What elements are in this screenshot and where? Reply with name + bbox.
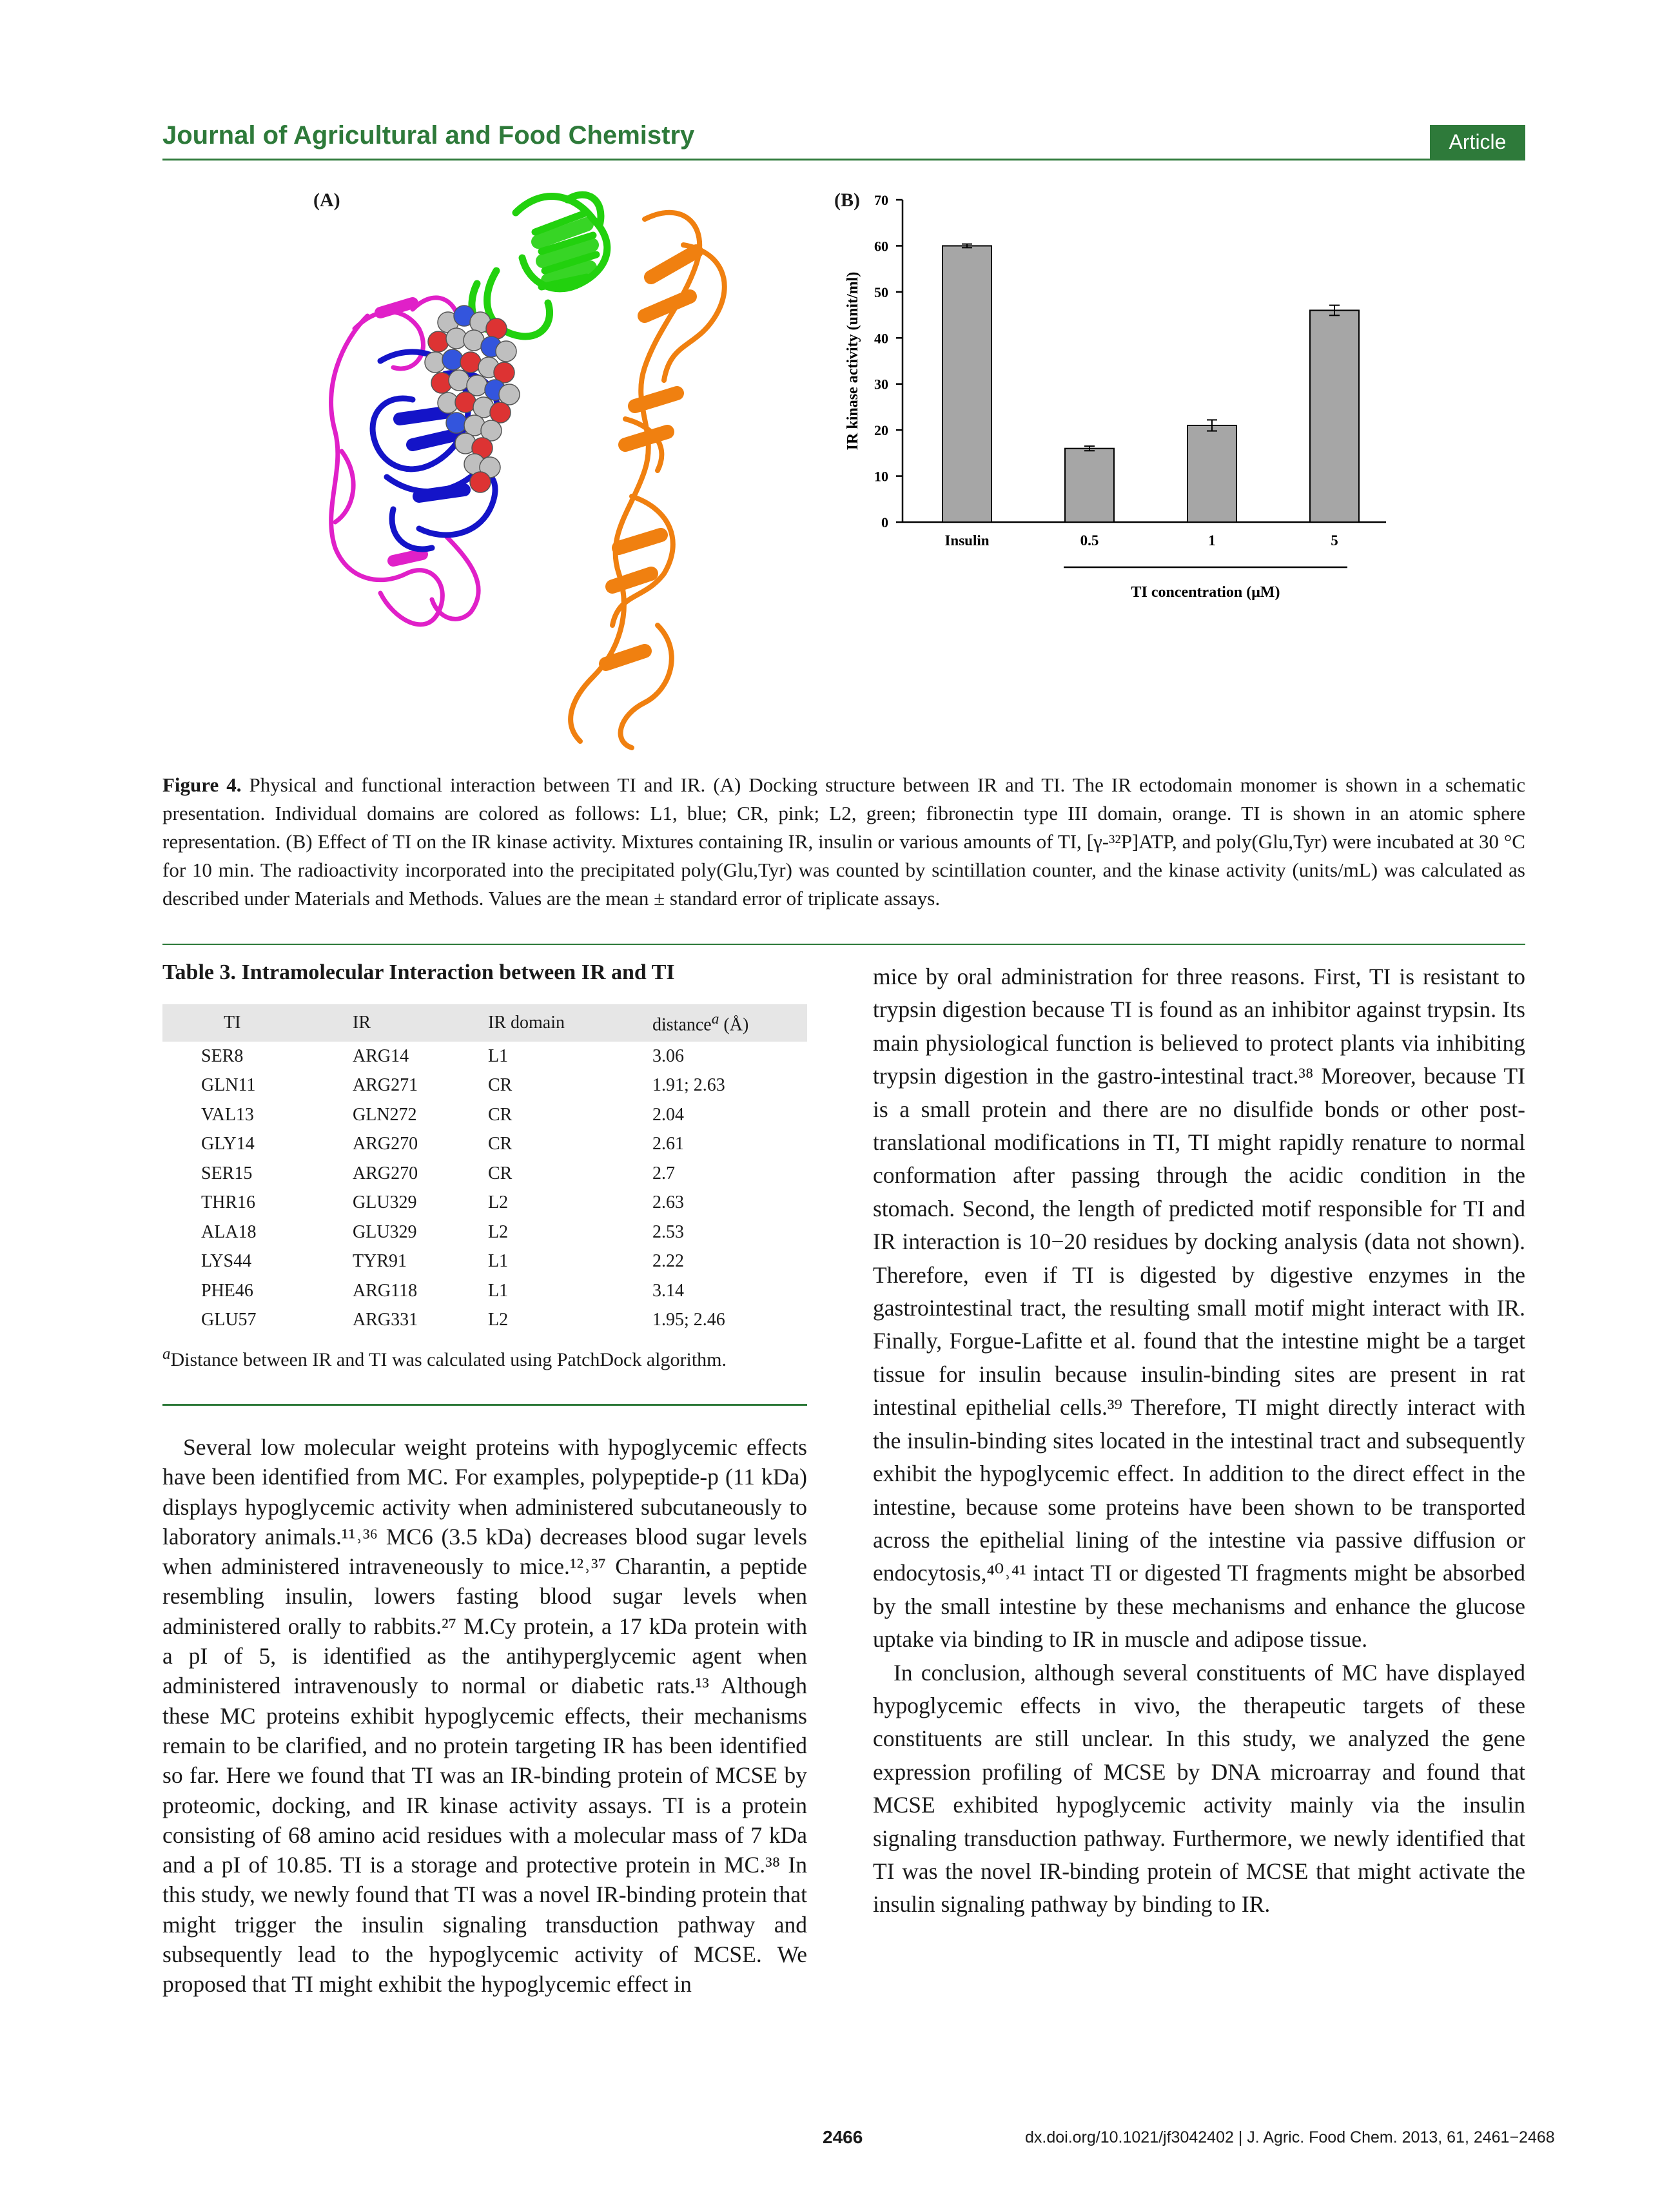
cell-ti: THR16 xyxy=(201,1192,255,1213)
x-tick-label: 5 xyxy=(1331,532,1338,549)
col-header-distance xyxy=(607,1004,807,1042)
y-axis-title: IR kinase activity (unit/ml) xyxy=(845,271,861,451)
right-column-paragraph-2: In conclusion, although several constituents of MC have displayed hypoglycemic effects in vivo, the therapeutic targets of these constituents are still unclear. In this study, we analyzed the gene expression profiling of MCSE by DNA microarray and found that MCSE exhibited hypoglycemic activity mainly via the insulin signaling transduction pathway. Furthermore, we newly identified that TI was the novel IR-binding protein of MCSE that might activate the insulin signaling pathway by binding to IR. xyxy=(873,1659,1525,1918)
bar-3 xyxy=(1310,310,1359,522)
cell-ti: GLY14 xyxy=(201,1134,255,1154)
right-column xyxy=(873,960,1525,1921)
cell-ir: TYR91 xyxy=(353,1251,407,1272)
cell-distance: 1.91; 2.63 xyxy=(652,1075,725,1096)
y-tick-label: 50 xyxy=(874,284,888,300)
cell-distance: 2.63 xyxy=(652,1192,684,1213)
y-tick-label: 60 xyxy=(874,238,888,255)
caption-rule xyxy=(162,944,1525,945)
cell-domain: L1 xyxy=(488,1046,509,1066)
cell-ir: ARG118 xyxy=(353,1280,418,1301)
y-tick-label: 40 xyxy=(874,330,888,347)
table-row xyxy=(162,1130,807,1160)
page-number: 2466 xyxy=(823,2127,863,2147)
article-badge: Article xyxy=(1430,125,1525,159)
y-tick-label: 30 xyxy=(874,376,888,393)
cell-ir: ARG14 xyxy=(353,1046,409,1066)
cell-ir: GLN272 xyxy=(353,1104,417,1125)
table-title: Table 3. Intramolecular Interaction between IR and TI xyxy=(162,960,675,984)
bar-0 xyxy=(943,246,991,522)
cell-ti: GLN11 xyxy=(201,1075,256,1096)
table-row xyxy=(162,1159,807,1189)
cell-domain: L2 xyxy=(488,1310,509,1330)
fibronectin-domain-ribbon xyxy=(571,213,725,748)
cell-domain: CR xyxy=(488,1134,513,1154)
left-column-paragraph: Several low molecular weight proteins with hypoglycemic effects have been identified from MC. For examples, polypeptide-p (11 kDa) displays hypoglycemic activity when administered subcutaneously to laboratory animals.¹¹˒³⁶ MC6 (3.5 kDa) decreases blood sugar levels when administered intraveneously to mice.¹²˒³⁷ Charantin, a peptide resembling insulin, lowers fasting blood sugar levels when administered orally to rabbits.²⁷ M.Cy protein, a 17 kDa protein with a pI of 5, is identified as the antihyperglycemic agent when administered intravenously to normal or diabetic rats.¹³ Although these MC proteins exhibit hypoglycemic effects, their mechanisms remain to be clarified, and no protein targeting IR has been identified so far. Here we found that TI was an IR-binding protein of MCSE by proteomic, docking, and IR kinase activity assays. TI is a protein consisting of 68 amino acid residues with a molecular mass of 7 kDa and a pI of 10.85. TI is a storage and protective protein in MC.³⁸ In this study, we newly found that TI was a novel IR-binding protein that might trigger the insulin signaling transduction pathway and subsequently lead to the hypoglycemic activity of MCSE. We proposed that TI might exhibit the hypoglycemic effect in xyxy=(162,1434,807,1998)
cell-ir: ARG331 xyxy=(353,1310,418,1330)
docking-structure-image xyxy=(284,174,864,754)
bar-1 xyxy=(1065,449,1114,522)
cell-domain: L1 xyxy=(488,1251,509,1272)
y-tick-label: 0 xyxy=(881,514,888,530)
x-axis-title: TI concentration (μM) xyxy=(1131,584,1280,601)
cell-ir: GLU329 xyxy=(353,1221,417,1242)
distance-footnote-mark: a xyxy=(711,1010,719,1027)
cell-distance: 2.53 xyxy=(652,1221,684,1242)
table-header-row xyxy=(162,1004,807,1042)
cell-ir: ARG270 xyxy=(353,1134,418,1154)
cell-domain: CR xyxy=(488,1075,513,1096)
col-header-ir-domain: IR domain xyxy=(475,1004,607,1042)
cell-distance: 2.61 xyxy=(652,1134,684,1154)
distance-label: distance xyxy=(652,1015,712,1035)
table-row xyxy=(162,1218,807,1247)
col-header-ti: TI xyxy=(162,1004,314,1042)
cell-distance: 1.95; 2.46 xyxy=(652,1310,725,1330)
cell-domain: L1 xyxy=(488,1280,509,1301)
cell-ti: PHE46 xyxy=(201,1280,253,1301)
ti-atomic-spheres xyxy=(425,306,520,492)
cell-ir: GLU329 xyxy=(353,1192,417,1213)
kinase-activity-chart xyxy=(832,187,1412,612)
table-bottom-rule xyxy=(162,1404,807,1406)
cell-distance: 2.7 xyxy=(652,1163,675,1183)
col-header-ir: IR xyxy=(314,1004,475,1042)
table-row xyxy=(162,1071,807,1101)
x-tick-label: 1 xyxy=(1208,532,1216,549)
cell-domain: L2 xyxy=(488,1221,509,1242)
table-footnote xyxy=(162,1341,807,1374)
cell-distance: 2.04 xyxy=(652,1104,684,1125)
cell-distance: 2.22 xyxy=(652,1251,684,1272)
doi-citation: dx.doi.org/10.1021/jf3042402 | J. Agric. Food Chem. 2013, 61, 2461−2468 xyxy=(1025,2128,1555,2146)
footnote-text: Distance between IR and TI was calculated using PatchDock algorithm. xyxy=(170,1349,727,1370)
table-row xyxy=(162,1276,807,1306)
cell-distance: 3.06 xyxy=(652,1046,684,1066)
distance-unit: (Å) xyxy=(719,1015,749,1035)
cell-ti: ALA18 xyxy=(201,1221,257,1242)
figure-caption-label: Figure 4. xyxy=(162,773,242,796)
cell-ti: LYS44 xyxy=(201,1251,252,1272)
cell-ir: ARG271 xyxy=(353,1075,418,1096)
cell-ti: SER15 xyxy=(201,1163,253,1183)
footnote-mark: a xyxy=(162,1345,171,1363)
journal-title: Journal of Agricultural and Food Chemistry xyxy=(162,121,695,150)
figure-caption xyxy=(162,771,1525,913)
cell-domain: CR xyxy=(488,1163,513,1183)
panel-b-label: (B) xyxy=(834,190,860,211)
x-tick-label: Insulin xyxy=(944,532,990,549)
header-rule xyxy=(162,159,1525,160)
cell-ir: ARG270 xyxy=(353,1163,418,1183)
y-tick-label: 20 xyxy=(874,422,888,439)
panel-a-label: (A) xyxy=(313,190,340,211)
cell-ti: SER8 xyxy=(201,1046,244,1066)
cell-domain: CR xyxy=(488,1104,513,1125)
y-tick-label: 70 xyxy=(874,192,888,208)
bar-2 xyxy=(1187,425,1236,522)
y-tick-label: 10 xyxy=(874,468,888,485)
right-column-paragraph-1: mice by oral administration for three reasons. First, TI is resistant to trypsin digestion because TI is found as an inhibitor against trypsin. Its main physiological function is believed to protect plants via inhibiting trypsin digestion in the gastro-intestinal tract.³⁸ Moreover, because TI is a small protein and there are no disulfide bonds or other post-translational modifications in TI, TI might rapidly renature to normal conformation after passing through the acidic condition in the stomach. Second, the length of predicted motif responsible for TI and IR interaction is 10−20 residues by docking analysis (data not shown). Therefore, even if TI is digested by digestive enzymes in the gastrointestinal tract, the resulting small motif might interact with IR. Finally, Forgue-Lafitte et al. found that the intestine might be a target tissue for insulin because insulin-binding sites are present in rat intestinal epithelial cells.³⁹ Therefore, TI might directly interact with the insulin-binding sites located in the intestinal tract and subsequently exhibit the hypoglycemic effect. In addition to the direct effect in the intestine, because some proteins have been shown to be transported across the epithelial lining of the intestine via passive diffusion or endocytosis,⁴⁰˒⁴¹ intact TI or digested TI fragments might be absorbed by the small intestine by these mechanisms and enhance the glucose uptake via binding to IR in muscle and adipose tissue. xyxy=(873,964,1525,1653)
table-row xyxy=(162,1247,807,1277)
figure-caption-text: Physical and functional interaction between TI and IR. (A) Docking structure between IR and TI. The IR ectodomain monomer is shown in a schematic presentation. Individual domains are colored as follows: L1, blue; CR, pink; L2, green; fibronectin type III domain, orange. TI is shown in an atomic sphere representation. (B) Effect of TI on the IR kinase activity. Mixtures containing IR, insulin or various amounts of TI, [γ-³²P]ATP, and poly(Glu,Tyr) were incubated at 30 °C for 10 min. The radioactivity incorporated into the precipitated poly(Glu,Tyr) was counted by scintillation counter, and the kinase activity (units/mL) was calculated as described under Materials and Methods. Values are the mean ± standard error of triplicate assays. xyxy=(162,773,1525,909)
table-row xyxy=(162,1042,807,1071)
cell-ti: VAL13 xyxy=(201,1104,254,1125)
x-tick-label: 0.5 xyxy=(1080,532,1099,549)
table-row xyxy=(162,1189,807,1218)
cell-ti: GLU57 xyxy=(201,1310,257,1330)
table-row xyxy=(162,1306,807,1336)
interaction-table xyxy=(162,1004,807,1335)
cell-distance: 3.14 xyxy=(652,1280,684,1301)
cell-domain: L2 xyxy=(488,1192,509,1213)
table-row xyxy=(162,1100,807,1130)
